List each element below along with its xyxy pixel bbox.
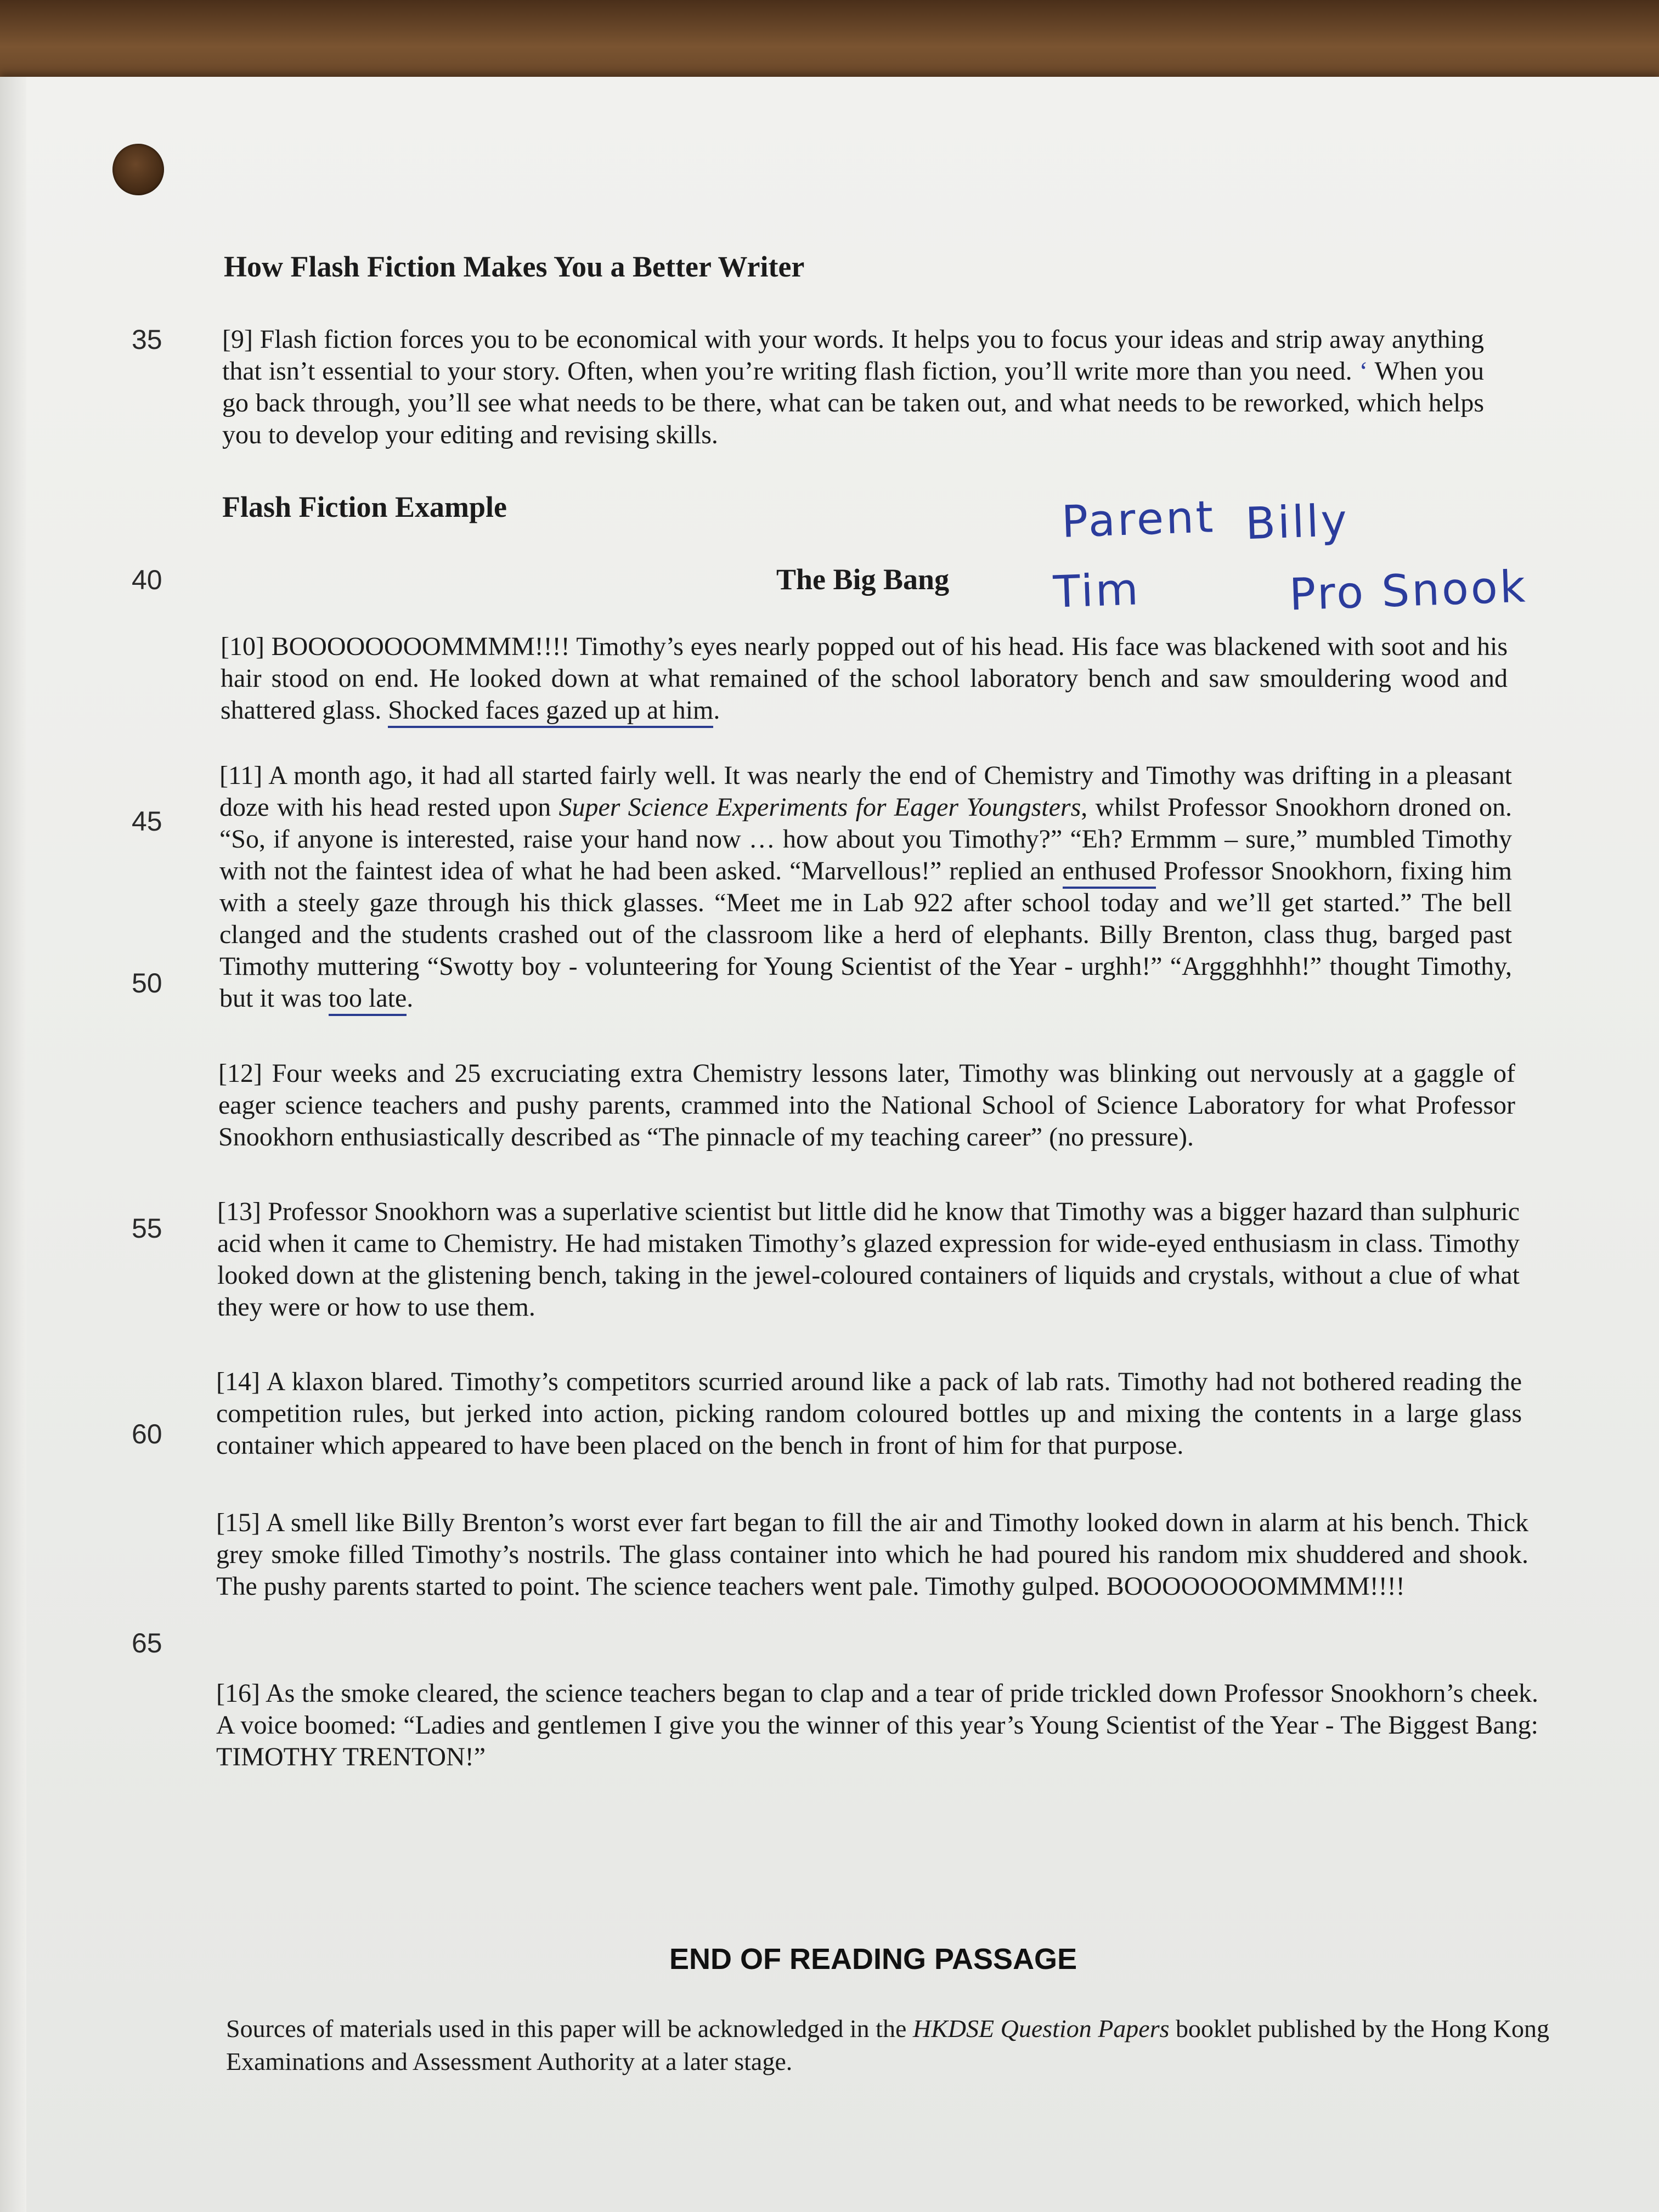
story-title: The Big Bang <box>776 563 950 596</box>
line-number-50: 50 <box>132 968 162 998</box>
line-number-65: 65 <box>132 1628 162 1658</box>
line-number-40: 40 <box>132 565 162 595</box>
example-heading: Flash Fiction Example <box>222 490 507 523</box>
paragraph-11: [11] A month ago, it had all started fairly well. It was nearly the end of Chemistry and Timothy was drifting in a pleasant doze with his head rested upon Super Science Experiments for Eager Youngsters, whilst Professor Snookhorn droned on. “So, if anyone is interested, raise your hand now … how about you Timothy?” “Eh? Ermmm – sure,” mumbled Timothy with not the faintest idea of what he had been asked. “Marvellous!” replied an enthused Professor Snookhorn, fixing him with a steely gaze through his thick glasses. “Meet me in Lab 922 after school today and we’ll get started.” The bell clanged and the students crashed out of the classroom like a herd of elephants. Billy Brenton, class thug, barged past Timothy muttering “Swotty boy - volunteering for Young Scientist of the Year - urghh!” “Arggghhhh!” thought Timothy, but it was too late. <box>219 760 1512 1014</box>
sources-note <box>226 2012 1598 2078</box>
paragraph-10-text: [10] BOOOOOOOOMMMM!!!! Timothy’s eyes nearly popped out of his head. His face was blackened with soot and his hair stood on end. He looked down at what remained of the school laboratory bench and saw smouldering wood and shattered glass. <box>221 632 1508 725</box>
paragraph-16: [16] As the smoke cleared, the science teachers began to clap and a tear of pride trickled down Professor Snookhorn’s cheek. A voice boomed: “Ladies and gentlemen I give you the winner of this year’s Young Scientist of the Year - The Biggest Bang: TIMOTHY TRENTON!” <box>216 1679 1538 1771</box>
paragraph-11-part-c: Professor Snookhorn, fixing him with a steely gaze through his thick glasses. “Meet me in Lab 922 after school today and we’ll get started.” The bell clanged and the students crashed out of the classroom like a herd of elephants. Billy Brenton, class thug, barged past Timothy muttering “Swotty boy - volunteering for Young Scientist of the Year - urghh!” “Arggghhhh!” thought Timothy, but it was <box>219 856 1513 1013</box>
paragraph-15: [15] A smell like Billy Brenton’s worst ever fart began to fill the air and Timothy looked down in alarm at his bench. Thick grey smoke filled Timothy’s nostrils. The glass container into which he had poured his random mix shuddered and shook. The pushy parents started to point. The science teachers went pale. Timothy gulped. BOOOOOOOOMMMM!!!! <box>216 1508 1528 1601</box>
line-number-55: 55 <box>132 1213 162 1244</box>
paragraph-11-part-b: , whilst Professor Snookhorn droned on. “So, if anyone is interested, raise your hand now … how about you Timothy?” “Eh? Ermmm – sure,” mumbled Timothy with not the faintest idea of what he had been asked. “Marvellous!” replied an <box>219 793 1512 885</box>
sources-text-a: Sources of materials used in this paper will be acknowledged in the <box>226 2015 907 2042</box>
paper-left-edge <box>0 77 26 2212</box>
punch-hole <box>112 144 164 195</box>
paragraph-9 <box>222 324 1484 451</box>
line-number-35: 35 <box>132 324 162 355</box>
paragraph-11-part-a: [11] A month ago, it had all started fairly well. It was nearly the end of Chemistry and Timothy was drifting in a pleasant doze with his head rested upon <box>219 761 1512 822</box>
paragraph-13: [13] Professor Snookhorn was a superlative scientist but little did he know that Timothy was a bigger hazard than sulphuric acid when it came to Chemistry. He had mistaken Timothy’s glazed expression for wide-eyed enthusiasm in class. Timothy looked down at the glistening bench, taking in the jewel-coloured containers of liquids and crystals, without a clue of what they were or how to use them. <box>217 1197 1520 1322</box>
handwritten-note-parent: Parent <box>1060 491 1216 548</box>
paragraph-14: [14] A klaxon blared. Timothy’s competitors scurried around like a pack of lab rats. Timothy had not bothered reading the competition rules, but jerked into action, picking random coloured bottles up and mixing the contents in a large glass container which appeared to have been placed on the bench in front of him for that purpose. <box>216 1367 1522 1460</box>
handwritten-tick-mark: ‘ <box>1359 357 1368 386</box>
handwritten-note-pro-snook: Pro Snook <box>1288 561 1528 620</box>
paragraph-9-lead: [9] Flash fiction forces you to be economical with your words. It helps you to focus your ideas and strip away anything that isn’t essential to your story. Often, when you’re writing flash fiction, you’ll write more than you need. <box>222 325 1484 386</box>
line-number-60: 60 <box>132 1419 162 1449</box>
paragraph-12: [12] Four weeks and 25 excruciating extra Chemistry lessons later, Timothy was blinking out nervously at a gaggle of eager science teachers and pushy parents, crammed into the National School of Science Laboratory for what Professor Snookhorn enthusiastically described as “The pinnacle of my teaching career” (no pressure). <box>218 1059 1515 1152</box>
end-of-passage-heading: END OF READING PASSAGE <box>669 1943 1077 1976</box>
sources-text-b: booklet published by the Hong Kong Examinations and Assessment Authority at a later stage. <box>226 2015 1550 2075</box>
paragraph-10: [10] BOOOOOOOOMMMM!!!! Timothy’s eyes nearly popped out of his head. His face was blackened with soot and his hair stood on end. He looked down at what remained of the school laboratory bench and saw smouldering wood and shattered glass. Shocked faces gazed up at him. <box>221 631 1508 726</box>
underlined-phrase-too-late: too late <box>329 984 407 1016</box>
handwritten-note-tim: Tim <box>1052 563 1142 618</box>
sources-booklet-title: HKDSE Question Papers <box>912 2015 1170 2042</box>
section-heading: How Flash Fiction Makes You a Better Writer <box>224 250 805 283</box>
underlined-word-enthused: enthused <box>1063 856 1156 889</box>
paragraph-9-tail: When you go back through, you’ll see what needs to be there, what can be taken out, and what needs to be reworked, which helps you to develop your editing and revising skills. <box>222 357 1485 449</box>
underlined-phrase-shocked-faces: Shocked faces gazed up at him <box>388 696 713 728</box>
handwritten-note-billy: Billy <box>1244 494 1350 550</box>
line-number-45: 45 <box>132 806 162 837</box>
book-title: Super Science Experiments for Eager Youngsters <box>558 793 1081 822</box>
